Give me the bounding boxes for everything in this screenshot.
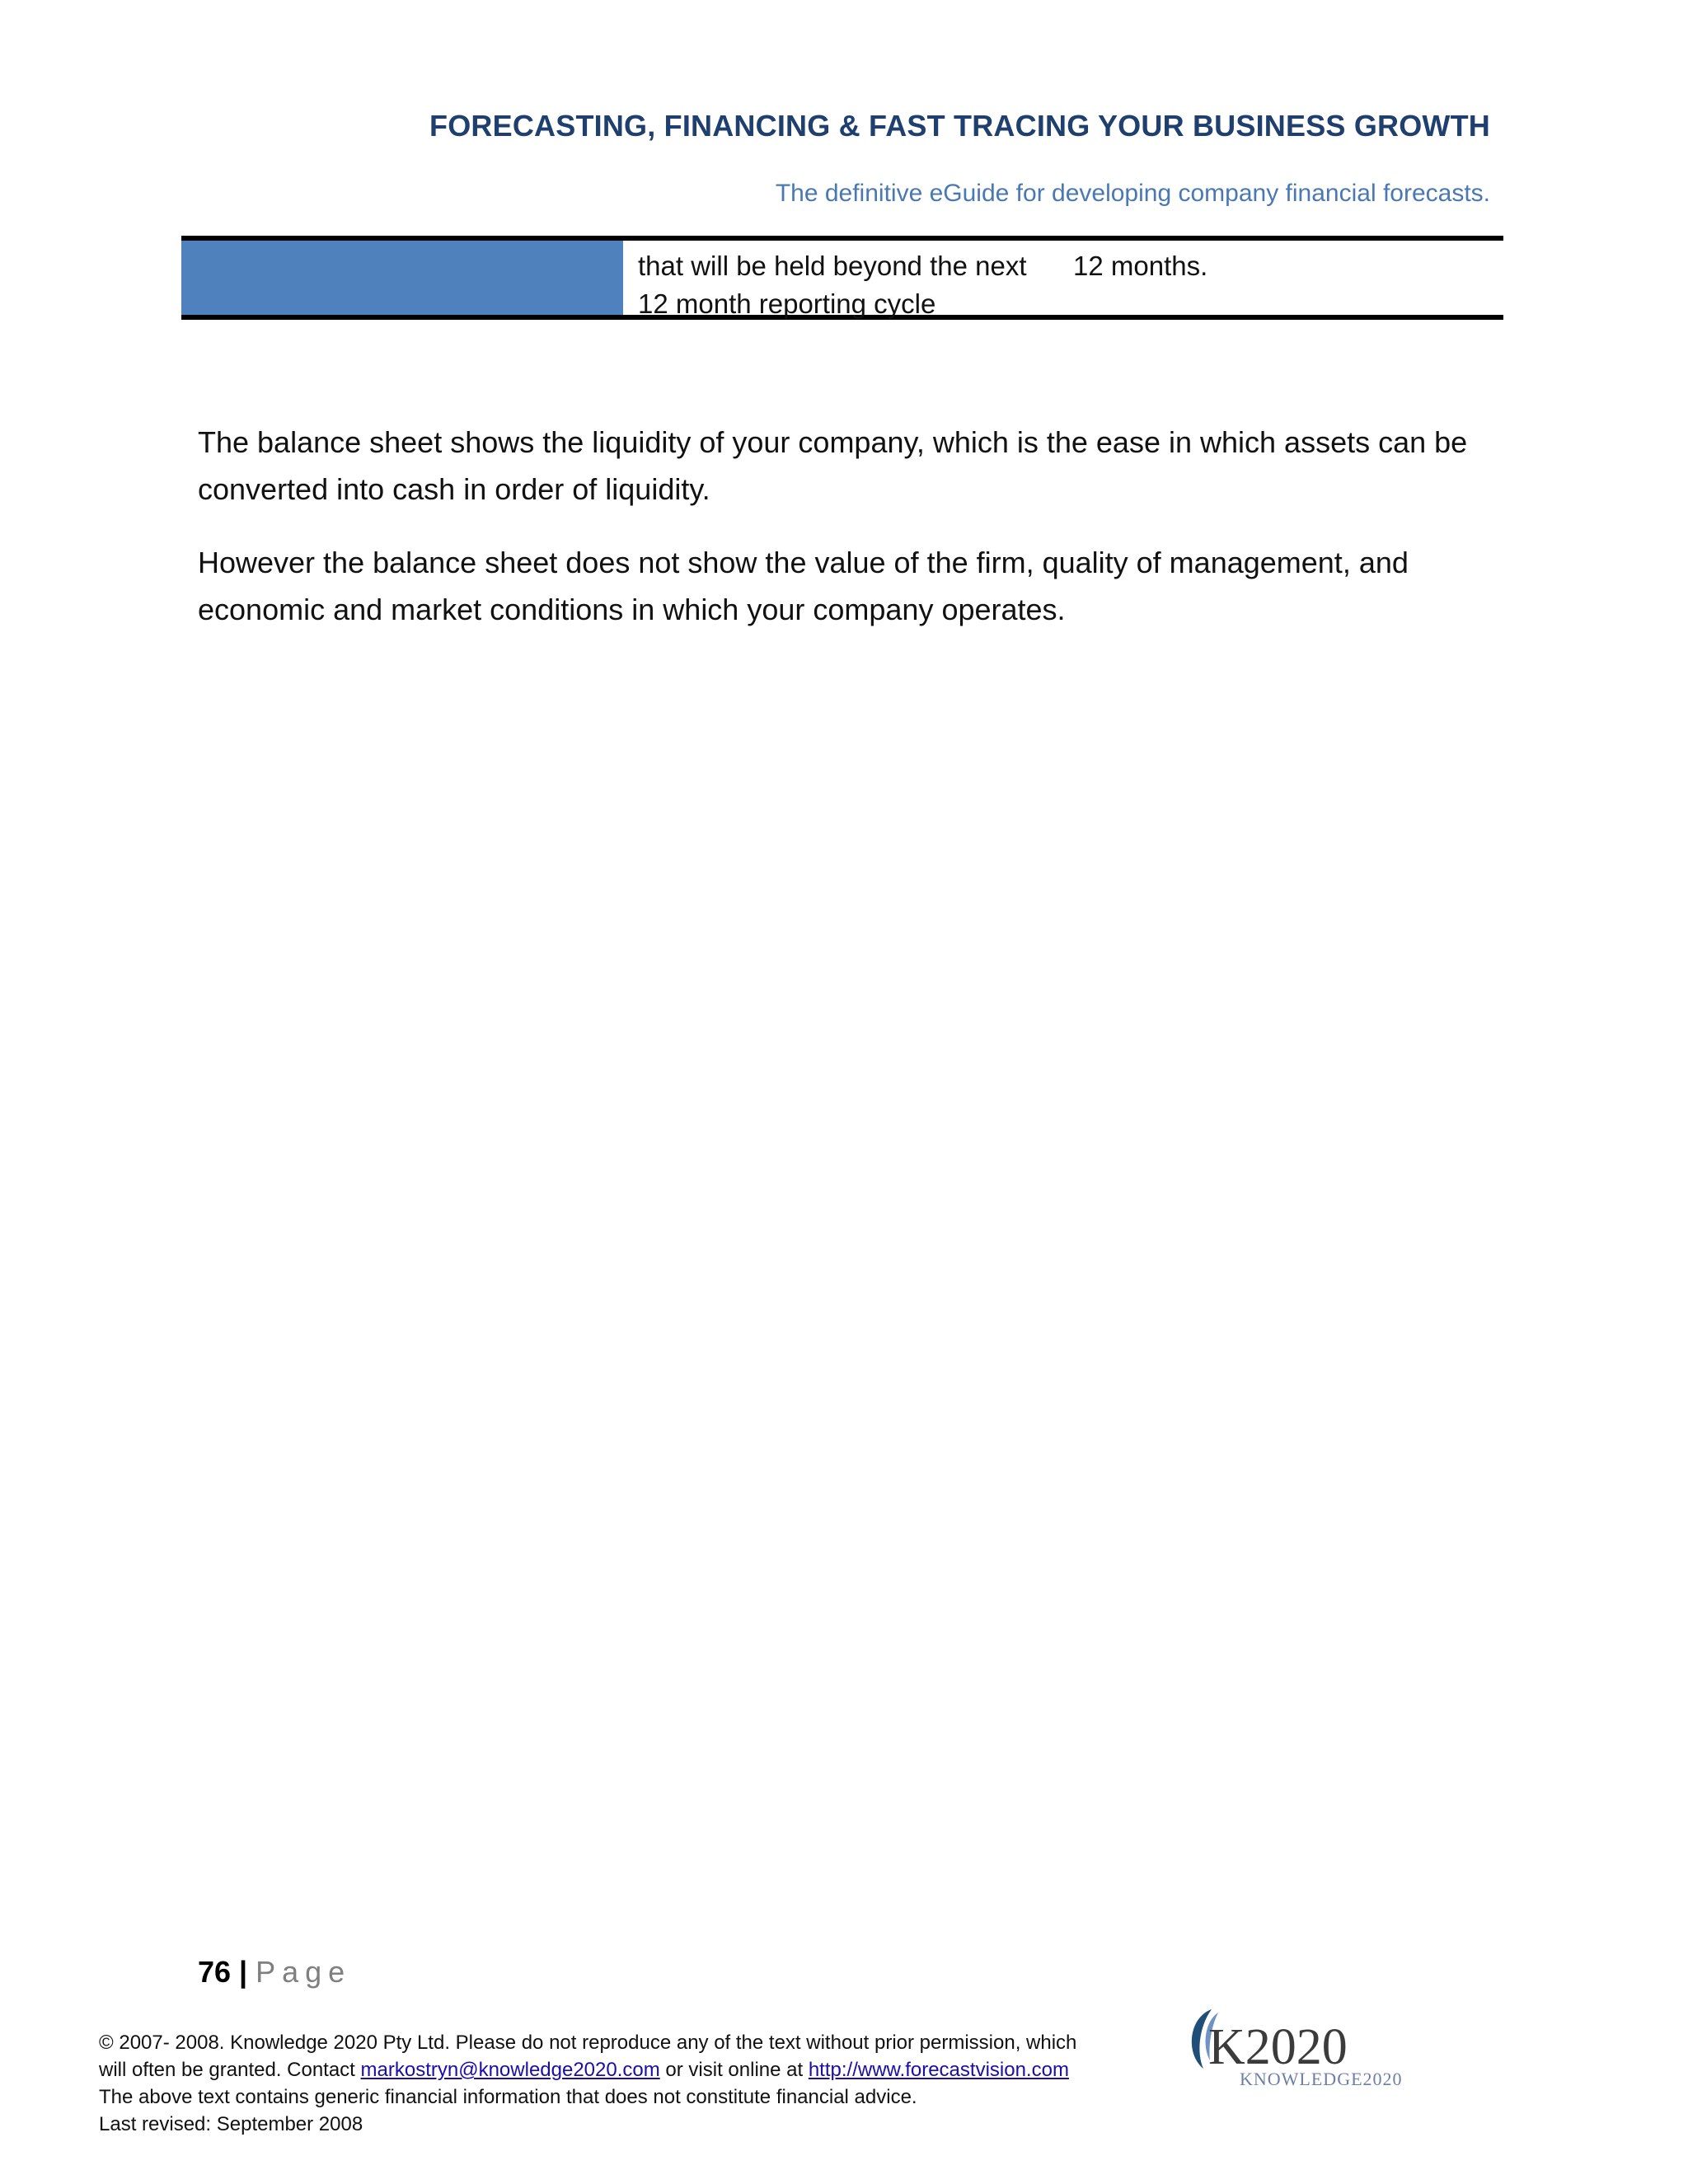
paragraph-limitations: However the balance sheet does not show the value of the firm, quality of management, and economic and market conditions in which your company operates. [198, 546, 1409, 626]
table-cell-description [623, 241, 1073, 319]
page-number-separator: | [239, 1955, 248, 1989]
page-number-value: 76 [198, 1955, 232, 1989]
table-shaded-cell [181, 241, 623, 315]
footer-disclaimer: The above text contains generic financial information that does not constitute financial advice. [99, 2086, 917, 2108]
body-text [198, 419, 1508, 659]
header-title: FORECASTING, FINANCING & FAST TRACING YOUR BUSINESS GROWTH [429, 109, 1490, 143]
footer-contact-prefix: will often be granted. Contact [99, 2059, 361, 2081]
footer-website-link[interactable]: http://www.forecastvision.com [808, 2059, 1069, 2081]
footer-notice [99, 2029, 1154, 2138]
footer-copyright: © 2007- 2008. Knowledge 2020 Pty Ltd. Please do not reproduce any of the text without prior permission, which [99, 2032, 1077, 2054]
logo-mark: K2020 [1208, 2019, 1348, 2075]
logo-wordmark: KNOWLEDGE2020 [1240, 2069, 1403, 2089]
footer-email-link[interactable]: markostryn@knowledge2020.com [360, 2059, 660, 2081]
table-cell-period: 12 months. [1073, 251, 1208, 281]
page-number-label: Page [256, 1955, 352, 1989]
paragraph-liquidity: The balance sheet shows the liquidity of your company, which is the ease in which assets can be converted into cash in order of liquidity. [198, 425, 1468, 506]
footer-contact [99, 2056, 1154, 2083]
footer-contact-middle: or visit online at [659, 2059, 809, 2081]
table-fragment [181, 236, 1503, 320]
footer-revised: Last revised: September 2008 [99, 2113, 363, 2135]
header-subtitle: The definitive eGuide for developing company financial forecasts. [775, 180, 1490, 207]
table-cell-line: that will be held beyond the next [638, 251, 1027, 281]
table-cell-line: 12 month reporting cycle [638, 288, 936, 319]
page-number [198, 1955, 351, 1990]
knowledge2020-logo [1180, 2003, 1428, 2093]
